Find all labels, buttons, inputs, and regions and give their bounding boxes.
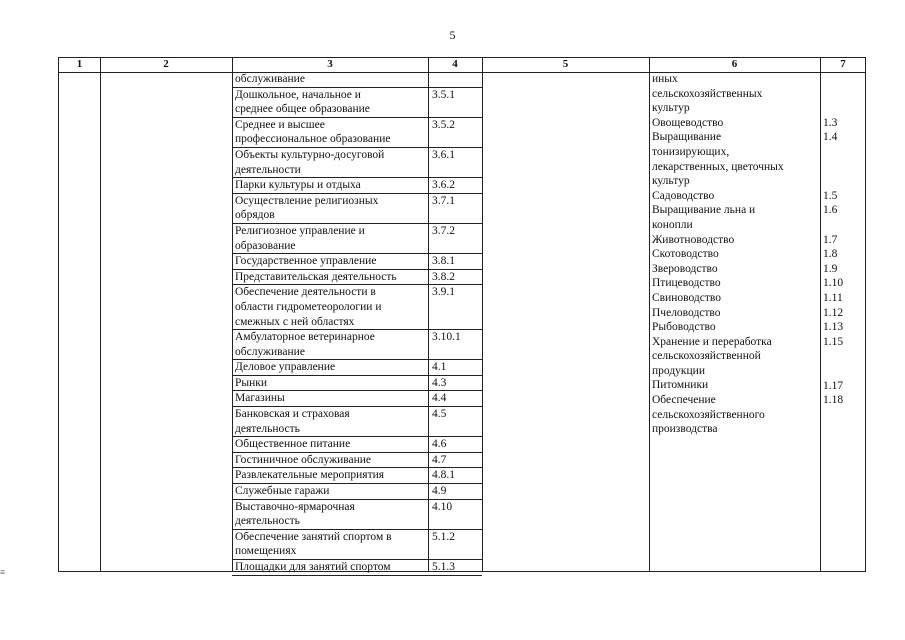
use-code-cell: 4.9 (428, 484, 482, 500)
agri-code: 1.13 (823, 321, 844, 334)
agri-use-line: Хранение и переработка (652, 335, 772, 348)
agri-use-line: Выращивание льна и (652, 204, 756, 217)
use-code-cell: 5.1.3 (428, 560, 482, 576)
agri-use-line: Овощеводство (652, 116, 724, 129)
column-4-codes (428, 72, 482, 576)
use-type-line: Гостиничное обслуживание (235, 453, 372, 466)
use-code-cell: 3.5.1 (428, 88, 482, 118)
use-type-line: среднее общее образование (235, 103, 370, 116)
agri-use-line: Питомники (652, 379, 709, 392)
use-code-cell: 3.6.2 (428, 178, 482, 194)
agri-code: 1.5 (823, 189, 838, 202)
use-type-cell (232, 254, 428, 270)
use-type-line: Среднее и высшее (235, 118, 325, 131)
agri-code: 1.9 (823, 262, 838, 275)
use-code-cell: 4.5 (428, 407, 482, 437)
use-type-cell (232, 560, 428, 576)
use-type-cell (232, 224, 428, 254)
agri-code: 1.3 (823, 116, 838, 129)
use-type-line: Банковская и страховая (235, 408, 350, 421)
agri-code: 1.8 (823, 248, 838, 261)
use-type-cell (232, 330, 428, 360)
use-type-cell (232, 500, 428, 530)
use-type-line: профессиональное образование (235, 133, 391, 146)
use-type-line: смежных с ней областях (235, 315, 355, 328)
column-7-codes (820, 72, 869, 437)
use-code-cell: 4.1 (428, 360, 482, 376)
agri-code: 1.17 (823, 379, 844, 392)
agri-code: 1.12 (823, 306, 844, 319)
agri-use-line: Птицеводство (652, 277, 721, 290)
column-3-use-types (232, 72, 428, 576)
use-type-cell (232, 453, 428, 469)
agri-use-line: культур (652, 102, 690, 115)
use-type-cell (232, 285, 428, 330)
use-type-line: деятельность (235, 515, 300, 528)
use-type-line: Общественное питание (235, 438, 351, 451)
use-type-line: области гидрометеорологии и (235, 300, 382, 313)
agri-use-line: Звероводство (652, 262, 718, 275)
use-type-cell (232, 72, 428, 88)
use-code-cell: 3.6.1 (428, 148, 482, 178)
header-col-3: 3 (327, 58, 333, 70)
use-code-cell: 3.9.1 (428, 285, 482, 330)
use-type-cell (232, 194, 428, 224)
column-divider (100, 58, 101, 571)
header-col-4: 4 (452, 58, 458, 70)
land-use-table (58, 57, 866, 572)
use-type-cell (232, 118, 428, 148)
agri-use-line: Обеспечение (652, 394, 716, 407)
use-type-line: Государственное управление (235, 255, 377, 268)
use-type-line: Осуществление религиозных (235, 194, 379, 207)
agri-use-line: Свиноводство (652, 291, 722, 304)
agri-code: 1.7 (823, 233, 838, 246)
use-code-cell: 4.10 (428, 500, 482, 530)
table-header-row (59, 58, 865, 73)
agri-use-item (652, 320, 822, 335)
agri-use-item (652, 291, 822, 306)
use-type-line: образование (235, 239, 296, 252)
agri-use-item (652, 130, 822, 188)
agri-use-line: Рыбоводство (652, 321, 716, 334)
header-col-5: 5 (562, 58, 569, 70)
use-code-cell (428, 72, 482, 88)
use-type-line: Парки культуры и отдыха (235, 179, 361, 192)
use-code-cell: 4.7 (428, 453, 482, 469)
agri-use-item (652, 247, 822, 262)
margin-mark: ≡ (0, 567, 6, 577)
use-type-cell (232, 391, 428, 407)
use-type-cell (232, 530, 428, 560)
header-col-2: 2 (163, 58, 169, 70)
use-type-line: Служебные гаражи (235, 485, 330, 498)
agri-use-item (652, 189, 822, 204)
use-type-line: Представительская деятельность (235, 270, 397, 283)
use-code-cell: 3.8.2 (428, 270, 482, 286)
agri-use-item (652, 335, 822, 379)
use-type-line: Объекты культурно-досуговой (235, 148, 385, 161)
agri-code: 1.11 (823, 291, 843, 304)
use-code-cell: 3.10.1 (428, 330, 482, 360)
use-type-line: деятельности (235, 163, 301, 176)
use-type-cell (232, 437, 428, 453)
agri-use-item (652, 116, 822, 131)
use-code-cell: 3.7.1 (428, 194, 482, 224)
header-col-6: 6 (731, 58, 738, 70)
agri-use-line: тонизирующих, (652, 145, 730, 158)
agri-use-line: культур (652, 175, 690, 188)
agri-code: 1.6 (823, 204, 838, 217)
use-code-cell: 4.6 (428, 437, 482, 453)
agri-code: 1.18 (823, 394, 844, 407)
agri-use-line: Садоводство (652, 189, 715, 202)
use-type-line: Религиозное управление и (235, 224, 365, 237)
use-type-line: Площадки для занятий спортом (235, 561, 391, 574)
use-code-cell: 3.8.1 (428, 254, 482, 270)
agri-use-line: сельскохозяйственных (652, 87, 763, 100)
use-type-cell (232, 88, 428, 118)
use-type-cell (232, 407, 428, 437)
use-type-cell (232, 270, 428, 286)
use-code-cell: 3.7.2 (428, 224, 482, 254)
agri-use-line: сельскохозяйственного (652, 408, 765, 421)
agri-use-item (652, 262, 822, 277)
agri-use-item (652, 203, 822, 232)
agri-code: 1.15 (823, 335, 844, 348)
use-type-line: обслуживание (235, 345, 305, 358)
use-type-cell (232, 360, 428, 376)
use-type-cell (232, 148, 428, 178)
use-type-cell (232, 484, 428, 500)
column-6-agri-use-types (649, 72, 822, 437)
use-type-line: Деловое управление (235, 361, 336, 374)
agri-use-item (652, 306, 822, 321)
agri-use-line: Животноводство (652, 233, 735, 246)
use-type-line: помещениях (235, 545, 297, 558)
agri-use-item (652, 233, 822, 248)
use-code-cell: 5.1.2 (428, 530, 482, 560)
use-type-line: Магазины (235, 392, 285, 405)
use-type-line: Обеспечение деятельности в (235, 286, 376, 299)
agri-use-line: конопли (652, 218, 693, 231)
header-col-7: 7 (840, 58, 846, 70)
agri-use-line: Выращивание (652, 131, 722, 144)
use-type-cell (232, 178, 428, 194)
agri-use-item (652, 276, 822, 291)
use-type-line: деятельность (235, 422, 300, 435)
use-type-line: Амбулаторное ветеринарное (235, 331, 375, 344)
use-type-line: Дошкольное, начальное и (235, 88, 361, 101)
agri-use-line: иных (652, 73, 678, 85)
use-code-cell: 3.5.2 (428, 118, 482, 148)
agri-use-line: продукции (652, 364, 705, 377)
use-type-line: Рынки (235, 376, 268, 389)
agri-use-line: сельскохозяйственной (652, 350, 761, 363)
use-code-cell: 4.3 (428, 376, 482, 392)
use-type-line: обрядов (235, 209, 275, 222)
agri-code: 1.4 (823, 131, 838, 144)
use-type-cell (232, 376, 428, 392)
use-type-line: Развлекательные мероприятия (235, 469, 385, 482)
agri-use-item (652, 378, 822, 393)
agri-code (823, 72, 869, 116)
header-col-1: 1 (76, 58, 83, 70)
agri-use-line: производства (652, 423, 718, 436)
use-type-line: Обеспечение занятий спортом в (235, 530, 392, 543)
column-divider (482, 58, 483, 571)
agri-use-item (652, 393, 822, 437)
page-number: 5 (449, 28, 456, 42)
agri-use-line: Пчеловодство (652, 306, 721, 319)
agri-code: 1.10 (823, 277, 844, 290)
use-type-line: обслуживание (235, 73, 305, 85)
use-type-cell (232, 468, 428, 484)
use-code-cell: 4.4 (428, 391, 482, 407)
use-type-line: Выставочно-ярмарочная (235, 500, 355, 513)
agri-use-line: лекарственных, цветочных (652, 160, 784, 173)
agri-use-line: Скотоводство (652, 248, 719, 261)
use-code-cell: 4.8.1 (428, 468, 482, 484)
agri-use-item (652, 72, 822, 116)
